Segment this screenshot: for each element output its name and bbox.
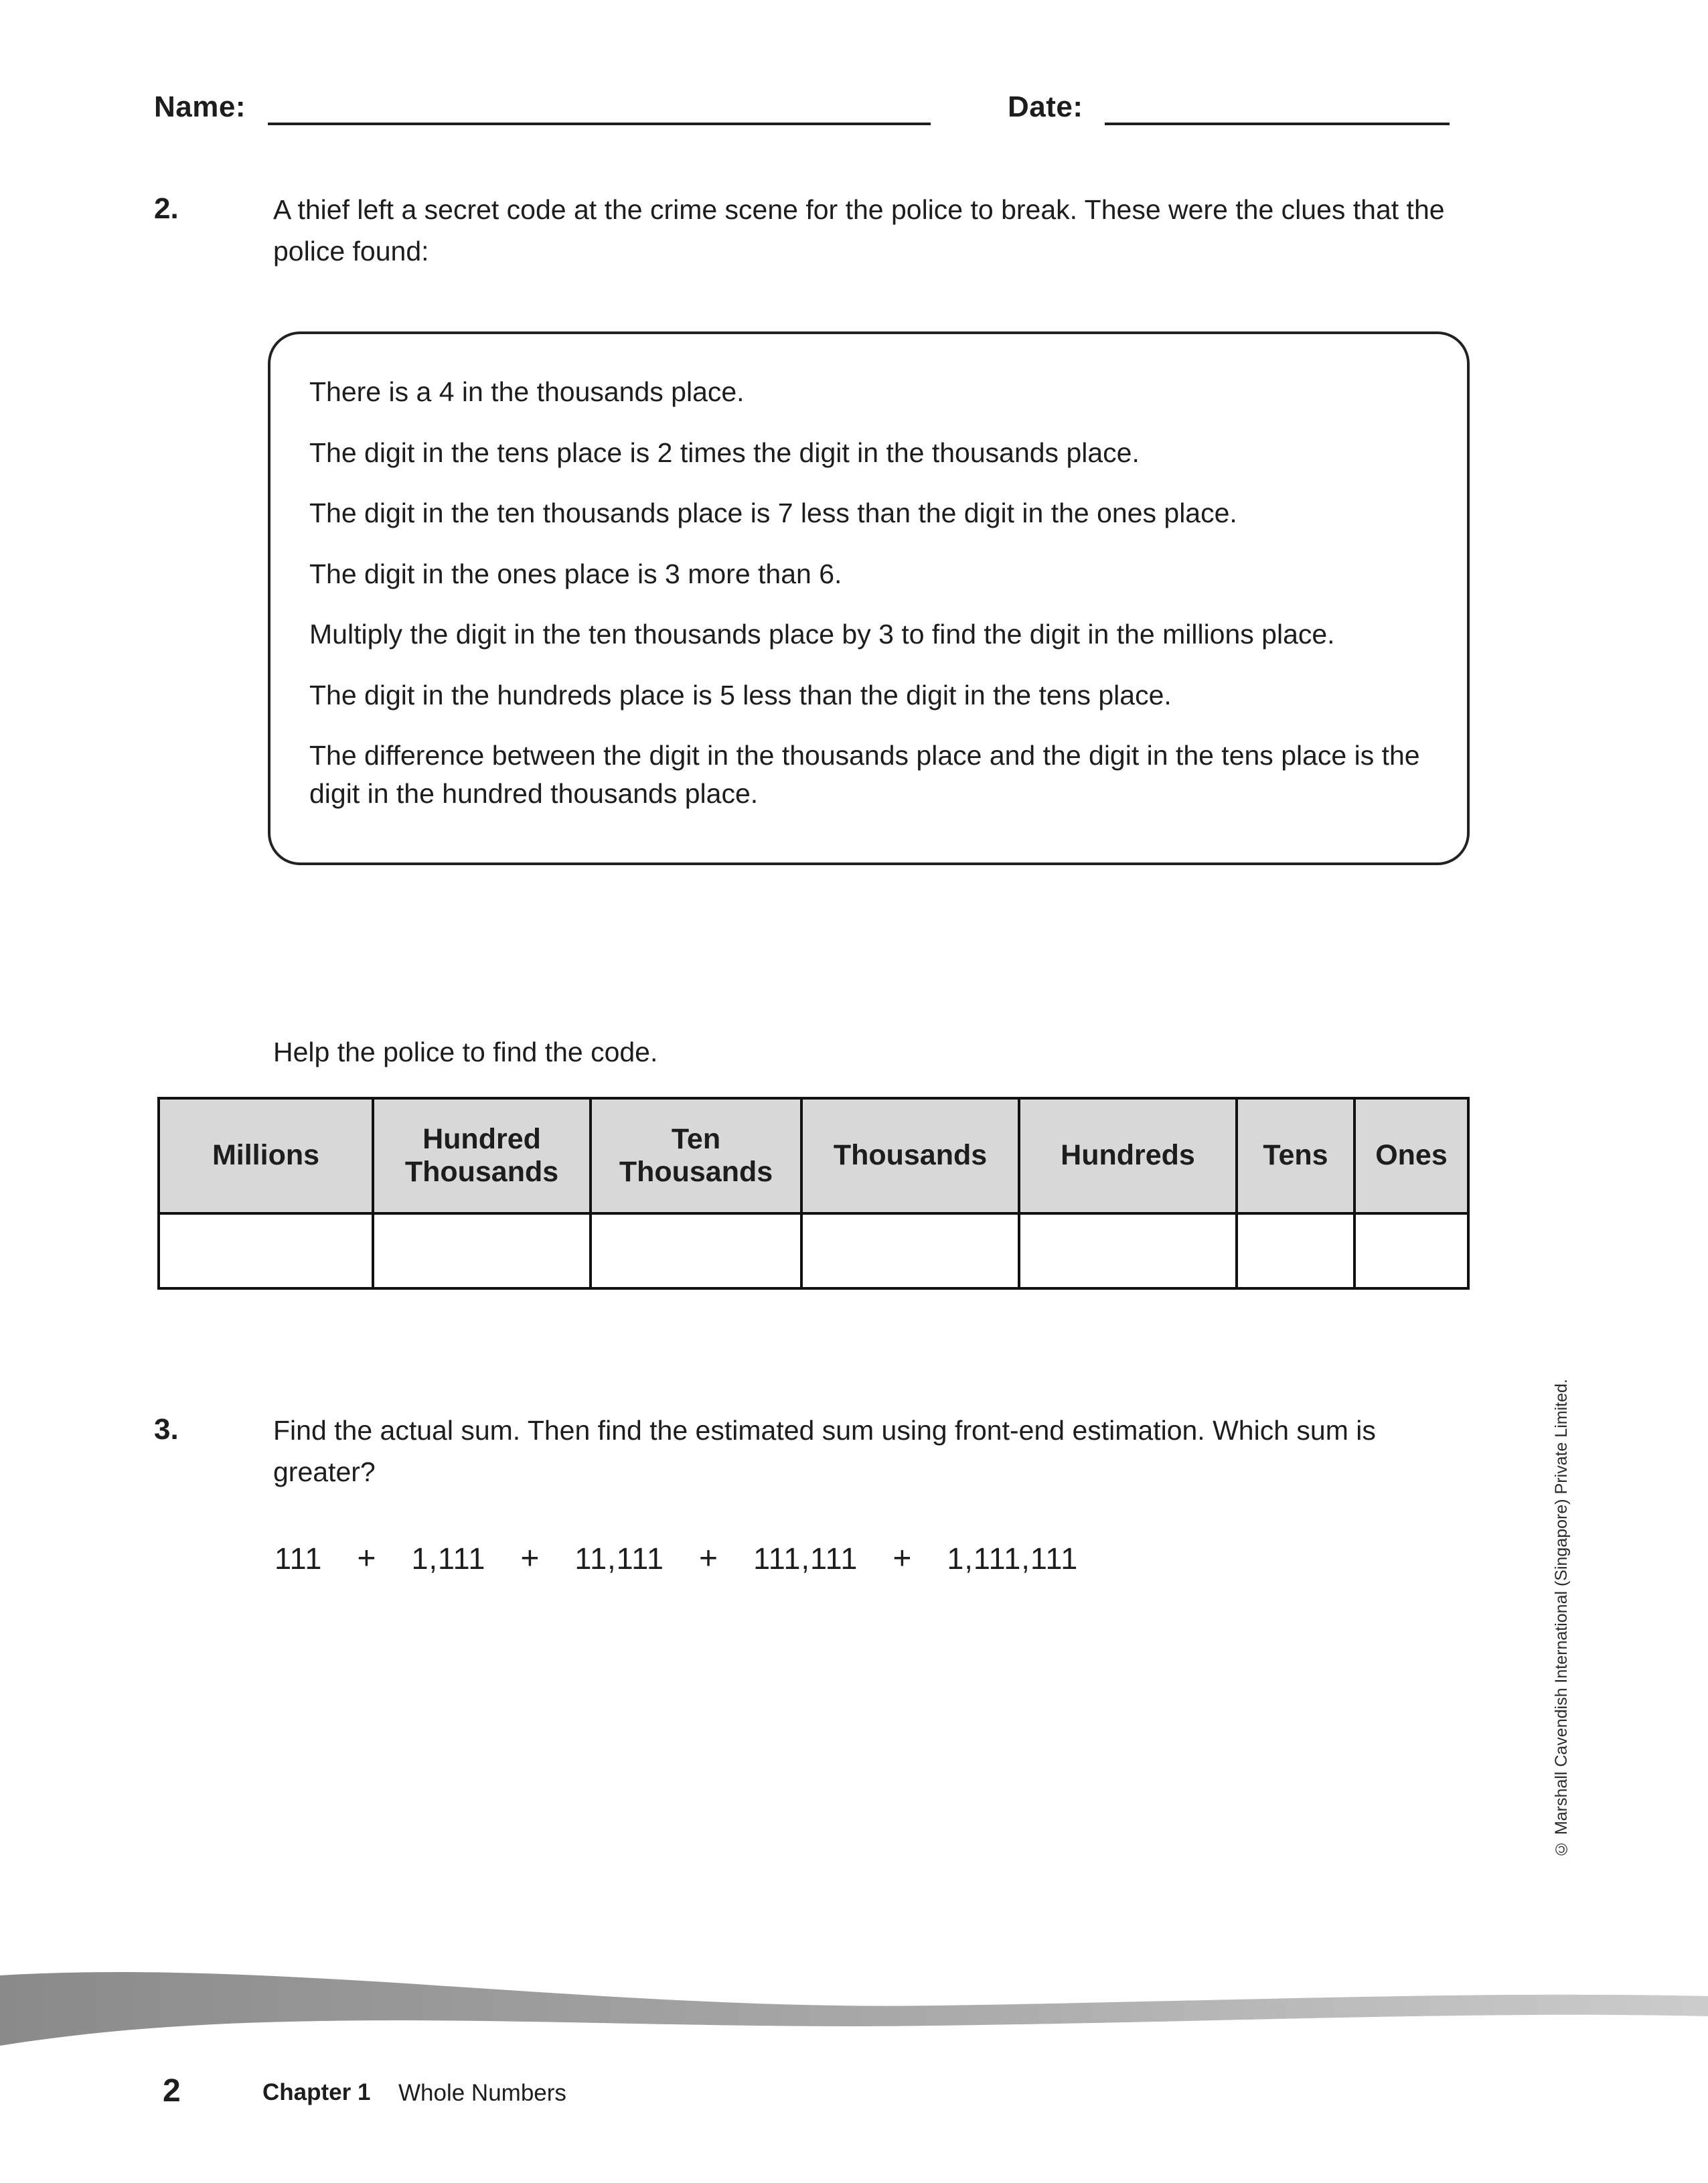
question2-prompt: Help the police to find the code. xyxy=(273,1037,658,1067)
answer-cell-hundreds xyxy=(1019,1213,1237,1288)
expression-term: 111,111 xyxy=(753,1541,858,1576)
clue-item: Multiply the digit in the ten thousands place by 3 to find the digit in the millions place. xyxy=(309,619,1335,650)
footer-swoosh-graphic xyxy=(0,1952,1708,2066)
answer-cell-thousands xyxy=(801,1213,1019,1288)
chapter-title: Whole Numbers xyxy=(398,2080,566,2106)
date-label: Date: xyxy=(1008,90,1083,123)
clue-item: The digit in the hundreds place is 5 less than the digit in the tens place. xyxy=(309,679,1172,710)
question2-intro: A thief left a secret code at the crime scene for the police to break. These were the clues that the police found: xyxy=(273,194,1445,267)
chapter-label: Chapter 1 xyxy=(262,2079,371,2105)
col-header-tens: Tens xyxy=(1237,1098,1354,1213)
page-footer xyxy=(0,2073,1708,2126)
col-header-ones: Ones xyxy=(1354,1098,1468,1213)
answer-cell-hundred-thousands xyxy=(373,1213,591,1288)
answer-cell-millions xyxy=(159,1213,373,1288)
expression-term: 111 xyxy=(275,1541,323,1576)
expression-term: 1,111,111 xyxy=(947,1541,1079,1576)
plus-sign: + xyxy=(892,1541,913,1576)
question3-number: 3. xyxy=(154,1413,179,1446)
answer-cell-ones xyxy=(1354,1213,1468,1288)
clue-box xyxy=(268,331,1470,865)
expression-term: 1,111 xyxy=(411,1541,486,1576)
question3-text: Find the actual sum. Then find the estimated sum using front-end estimation. Which sum is greater? xyxy=(273,1415,1376,1487)
col-header-thousands: Thousands xyxy=(801,1098,1019,1213)
clue-item: The digit in the ten thousands place is 7 less than the digit in the ones place. xyxy=(309,498,1237,529)
clue-item: The digit in the tens place is 2 times the digit in the thousands place. xyxy=(309,437,1140,468)
clue-item: The difference between the digit in the thousands place and the digit in the tens place is the digit in the hundred thousands place. xyxy=(309,740,1420,810)
name-date-header xyxy=(0,90,1708,137)
clue-item: The digit in the ones place is 3 more than 6. xyxy=(309,558,842,589)
place-value-table xyxy=(157,1097,1470,1290)
plus-sign: + xyxy=(699,1541,719,1576)
table-answer-row xyxy=(159,1213,1468,1288)
col-header-hundreds: Hundreds xyxy=(1019,1098,1237,1213)
col-header-hundred-thousands: Hundred Thousands xyxy=(373,1098,591,1213)
question2-number: 2. xyxy=(154,192,179,225)
date-blank-line xyxy=(1105,90,1450,125)
clue-item: There is a 4 in the thousands place. xyxy=(309,376,745,407)
plus-sign: + xyxy=(357,1541,377,1576)
name-blank-line xyxy=(268,90,931,125)
expression-term: 11,111 xyxy=(574,1541,665,1576)
copyright-notice: © Marshall Cavendish International (Singapore) Private Limited. xyxy=(1552,1379,1571,1858)
answer-cell-ten-thousands xyxy=(591,1213,801,1288)
page-number: 2 xyxy=(163,2073,181,2109)
name-label: Name: xyxy=(154,90,246,123)
sum-expression xyxy=(275,1540,1078,1577)
col-header-millions: Millions xyxy=(159,1098,373,1213)
plus-sign: + xyxy=(520,1541,540,1576)
col-header-ten-thousands: Ten Thousands xyxy=(591,1098,801,1213)
answer-cell-tens xyxy=(1237,1213,1354,1288)
table-header-row xyxy=(159,1098,1468,1213)
